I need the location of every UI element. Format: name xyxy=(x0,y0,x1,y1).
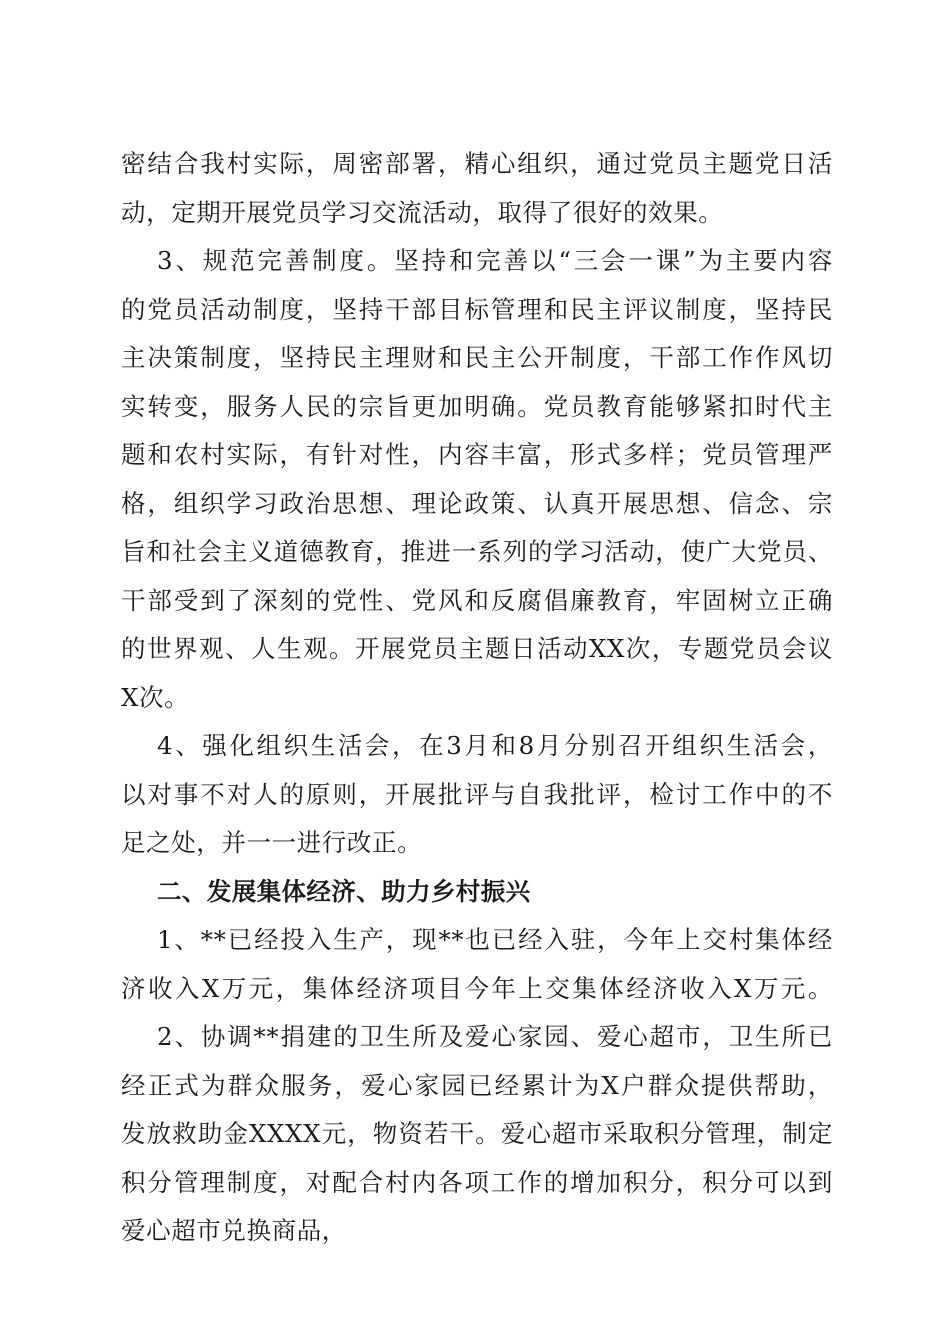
paragraph-line: 以对事不对人的原则，开展批评与自我批评，检讨工作中的不 xyxy=(121,779,833,809)
paragraph-line: 3、规范完善制度。坚持和完善以“三会一课”为主要内容 xyxy=(157,246,833,275)
paragraph-line: 干部受到了深刻的党性、党风和反腐倡廉教育，牢固树立正确 xyxy=(121,585,833,615)
paragraph-line: 动，定期开展党员学习交流活动，取得了很好的效果。 xyxy=(121,197,724,227)
paragraph-line: 旨和社会主义道德教育，推进一系列的学习活动，使广大党员、 xyxy=(121,537,833,566)
paragraph-line: 格，组织学习政治思想、理论政策、认真开展思想、信念、宗 xyxy=(121,488,833,518)
paragraph-line: 实转变，服务人民的宗旨更加明确。党员教育能够紧扣时代主 xyxy=(121,391,833,421)
paragraph-line: 发放救助金XXXX元，物资若干。爱心超市采取积分管理，制定 xyxy=(121,1119,833,1148)
paragraph-line: 爱心超市兑换商品， xyxy=(121,1216,347,1245)
paragraph-line: 4、强化组织生活会，在3月和8月分别召开组织生活会， xyxy=(157,731,833,760)
paragraph-line: 的党员活动制度，坚持干部目标管理和民主评议制度，坚持民 xyxy=(121,294,833,324)
paragraph-line: 主决策制度，坚持民主理财和民主公开制度，干部工作作风切 xyxy=(121,343,833,372)
paragraph-line: 2、协调**捐建的卫生所及爱心家园、爱心超市，卫生所已 xyxy=(157,1022,833,1051)
paragraph-line: 积分管理制度，对配合村内各项工作的增加积分，积分可以到 xyxy=(121,1167,833,1197)
paragraph-line: 足之处，并一一进行改正。 xyxy=(121,828,423,857)
paragraph-line: 济收入X万元，集体经济项目今年上交集体经济收入X万元。 xyxy=(121,973,833,1003)
paragraph-line: 题和农村实际，有针对性，内容丰富，形式多样；党员管理严 xyxy=(121,440,833,469)
paragraph-line: 经正式为群众服务，爱心家园已经累计为X户群众提供帮助， xyxy=(121,1070,833,1100)
paragraph-line: 1、**已经投入生产，现**也已经入驻，今年上交村集体经 xyxy=(157,925,833,954)
document-body xyxy=(121,140,833,1256)
paragraph-line: 密结合我村实际，周密部署，精心组织，通过党员主题党日活 xyxy=(121,149,833,178)
paragraph-line: 的世界观、人生观。开展党员主题日活动XX次，专题党员会议 xyxy=(121,634,833,663)
paragraph-line: X次。 xyxy=(121,682,190,712)
section-heading: 二、发展集体经济、助力乡村振兴 xyxy=(157,876,531,906)
